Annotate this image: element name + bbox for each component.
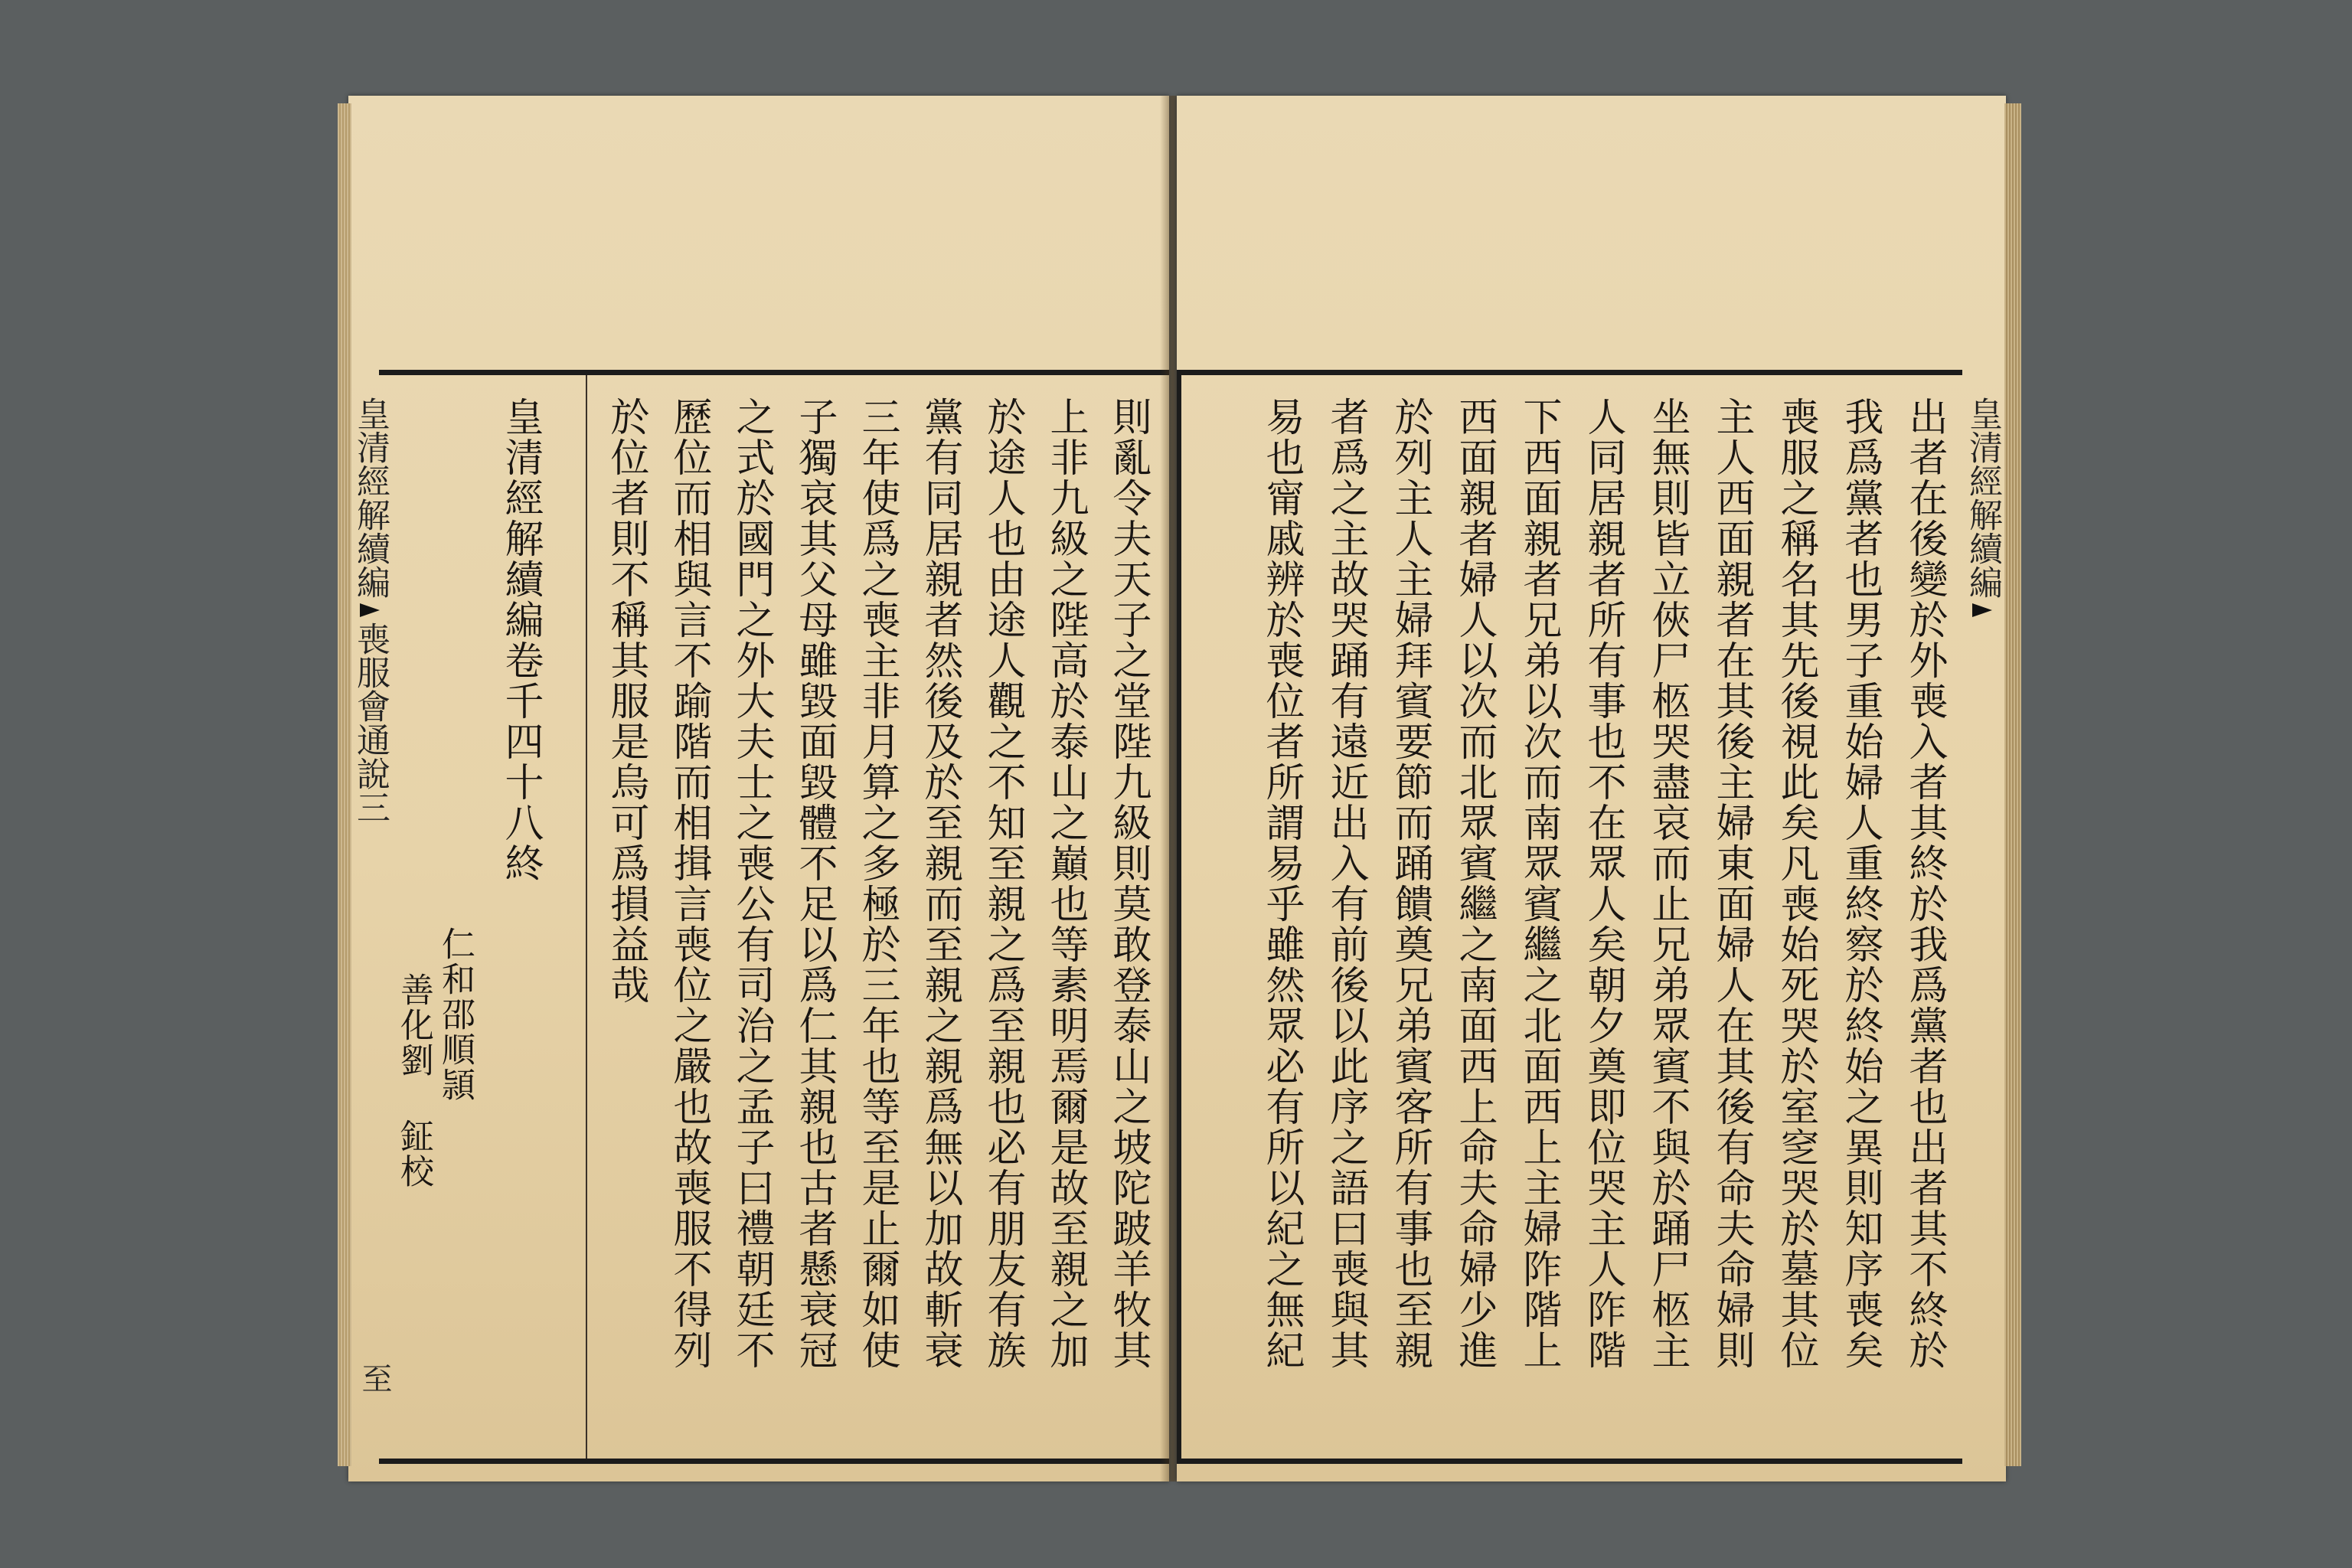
left-page: [348, 96, 1169, 1481]
left-col-3: 於途人也由途人觀之不知至親之爲至親也必有朋友有族: [980, 397, 1025, 1370]
left-col-4: 黨有同居親者然後及於至親而至親之親爲無以加故斬衰: [917, 397, 962, 1370]
colophon-line-1: 仁和邵順頴: [436, 926, 475, 1102]
right-text-frame: [1177, 370, 2002, 1464]
right-col-10: 者爲之主故哭踊有遠近出入有前後以此序之語曰喪與其: [1323, 397, 1368, 1370]
fish-tail-mark: [360, 603, 380, 617]
column-rule: [586, 375, 587, 1459]
right-col-8: 西面親者婦人以次而北眾賓繼之南面西上命夫命婦少進: [1452, 397, 1497, 1370]
right-banxin: [1962, 397, 2002, 622]
left-col-5: 三年使爲之喪主非月算之多極於三年也等至是止爾如使: [854, 397, 900, 1370]
left-col-9: 於位者則不稱其服是烏可爲損益哉: [603, 397, 648, 1005]
right-col-9: 於列主人主婦拜賓要節而踊饋奠兄弟賓客所有事也至親: [1387, 397, 1432, 1370]
right-col-4: 主人西面親者在其後主婦東面婦人在其後有命夫命婦則: [1709, 397, 1754, 1370]
left-banxin-title: 皇清經解續編: [351, 397, 390, 599]
right-col-11: 易也甯戚辨於喪位者所謂易乎雖然眾必有所以紀之無紀: [1259, 397, 1304, 1370]
right-col-7: 下西面親者兄弟以次而南眾賓繼之北面西上主婦阼階上: [1516, 397, 1561, 1370]
right-page: [1177, 96, 2006, 1481]
volume-end-line: 皇清經解續編卷千四十八終: [498, 397, 543, 884]
left-col-2: 上非九級之陛高於泰山之巔也等素明焉爾是故至親之加: [1043, 397, 1088, 1370]
right-col-3: 喪服之稱名其先後視此矣凡喪始死哭於室窆哭於墓其位: [1773, 397, 1818, 1370]
left-banxin-section: 喪服會通說三: [351, 622, 390, 824]
right-col-5: 坐無則皆立俠尸柩哭盡哀而止兄弟眾賓不與於踊尸柩主: [1645, 397, 1690, 1370]
left-col-1: 則亂令夫天子之堂陛九級則莫敢登泰山之坡陀跛羊牧其: [1106, 397, 1151, 1370]
left-text-frame: [351, 370, 1169, 1464]
right-banxin-title: 皇清經解續編: [1963, 397, 2002, 599]
colophon-line-2: 善化劉 鉦校: [394, 972, 433, 1189]
left-col-7: 之式於國門之外大夫士之喪公有司治之孟子曰禮朝廷不: [729, 397, 774, 1370]
open-book: [348, 96, 2006, 1481]
right-col-2: 我爲黨者也男子重始婦人重終察於終始之異則知序喪矣: [1838, 397, 1883, 1370]
left-page-number: 至: [357, 1363, 392, 1393]
fish-tail-mark: [1972, 603, 1992, 617]
right-page-edges: [2004, 103, 2021, 1466]
left-banxin: [350, 397, 390, 824]
left-col-6: 子獨哀其父母雖毀面毀體不足以爲仁其親也古者懸衰冠: [792, 397, 837, 1370]
right-col-1: 出者在後變於外喪入者其終於我爲黨者也出者其不終於: [1902, 397, 1947, 1370]
left-col-8: 歷位而相與言不踰階而相揖言喪位之嚴也故喪服不得列: [666, 397, 711, 1370]
right-col-6: 人同居親者所有事也不在眾人矣朝夕奠即位哭主人阼階: [1580, 397, 1625, 1370]
